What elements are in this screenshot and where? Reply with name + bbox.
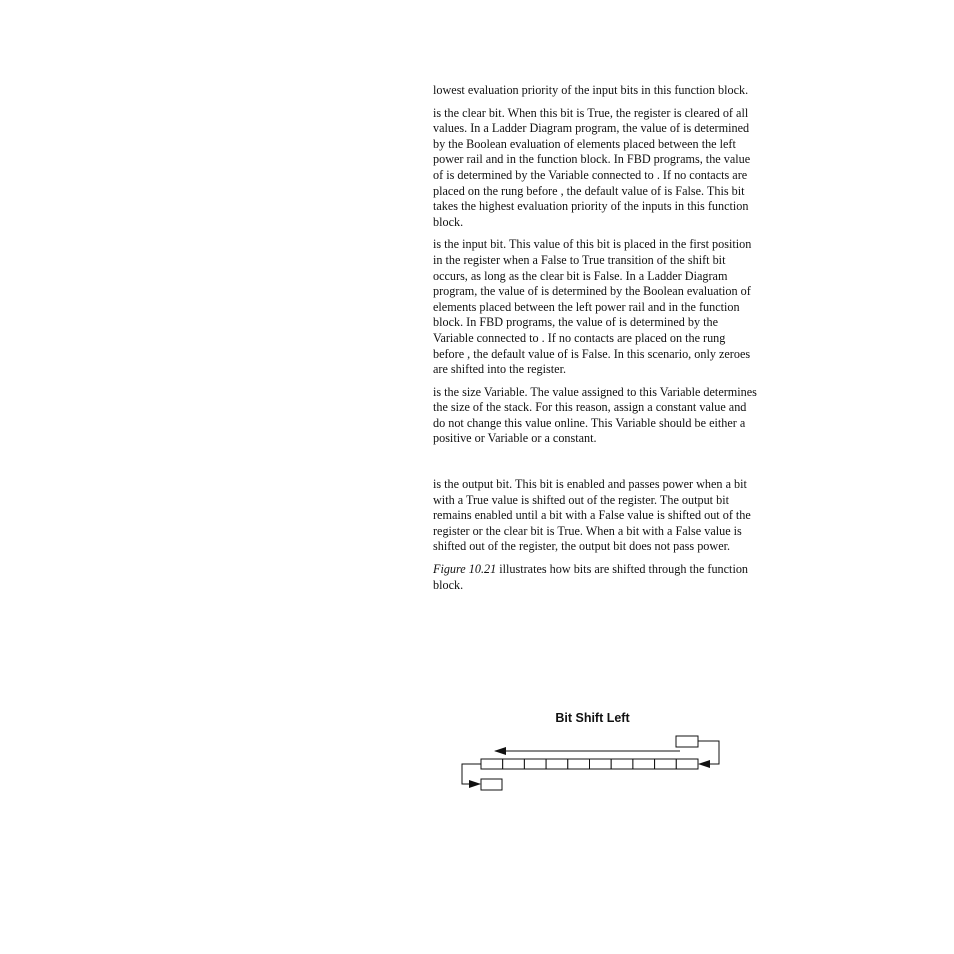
output-bit-box [481,779,502,790]
figure-title: Bit Shift Left [555,711,630,725]
paragraph-output-bit: is the output bit. This bit is enabled and passes power when a bit with a True value is shifted out of the register. The output bit remains enabled until a bit with a False value is shifted out of the register or the clear bit is True. When a bit with a False value is shifted out of the register, the output bit does not pass power. [433,477,751,554]
paragraph-input-bit: is the input bit. This value of this bit is placed in the first position in the register when a False to True transition of the shift bit occurs, as long as the clear bit is False. In a Ladder Diagram program, the value of is determined by the Boolean evaluation of elements placed between the left power rail and in the function block. In FBD programs, the value of is determined by the Variable connected to . If no contacts are placed on the rung before , the default value of is False. In this scenario, only zeroes are shifted into the register. [433,237,752,377]
bit-shift-left-figure [455,708,735,798]
bit-shift-left-diagram [455,708,735,798]
input-bit-box [676,736,698,747]
register-cell [568,759,590,769]
figure-reference-text: illustrates how bits are shifted through the function block. [433,562,749,592]
register-cell [503,759,525,769]
register-cell [546,759,568,769]
register-cell [611,759,633,769]
paragraph-size-variable: is the size Variable. The value assigned to this Variable determines the size of the stack. For this reason, assign a constant value and do not change this value online. This Variable should be either a positive or Variable or a constant. [433,384,757,446]
register-cell [676,759,698,769]
register-cell [481,759,503,769]
register-cell [655,759,677,769]
body-text [433,83,759,600]
paragraph-priority: lowest evaluation priority of the input bits in this function block. [433,83,749,97]
input-feed-arrow [698,741,719,764]
output-feed-arrow [462,764,481,784]
paragraph-clear-bit: is the clear bit. When this bit is True, the register is cleared of all values. In a Ladder Diagram program, the value of is determined by the Boolean evaluation of elements placed between the left power rail and in the function block. In FBD programs, the value of is determined by the Variable connected to . If no contacts are placed on the rung before , the default value of is False. This bit takes the highest evaluation priority of the inputs in this function block. [433,105,751,229]
shift-register [481,759,698,769]
register-cell [590,759,612,769]
figure-reference-link: Figure 10.21 [433,562,497,577]
paragraph-figure-reference [433,562,759,593]
register-cell [524,759,546,769]
register-cell [633,759,655,769]
